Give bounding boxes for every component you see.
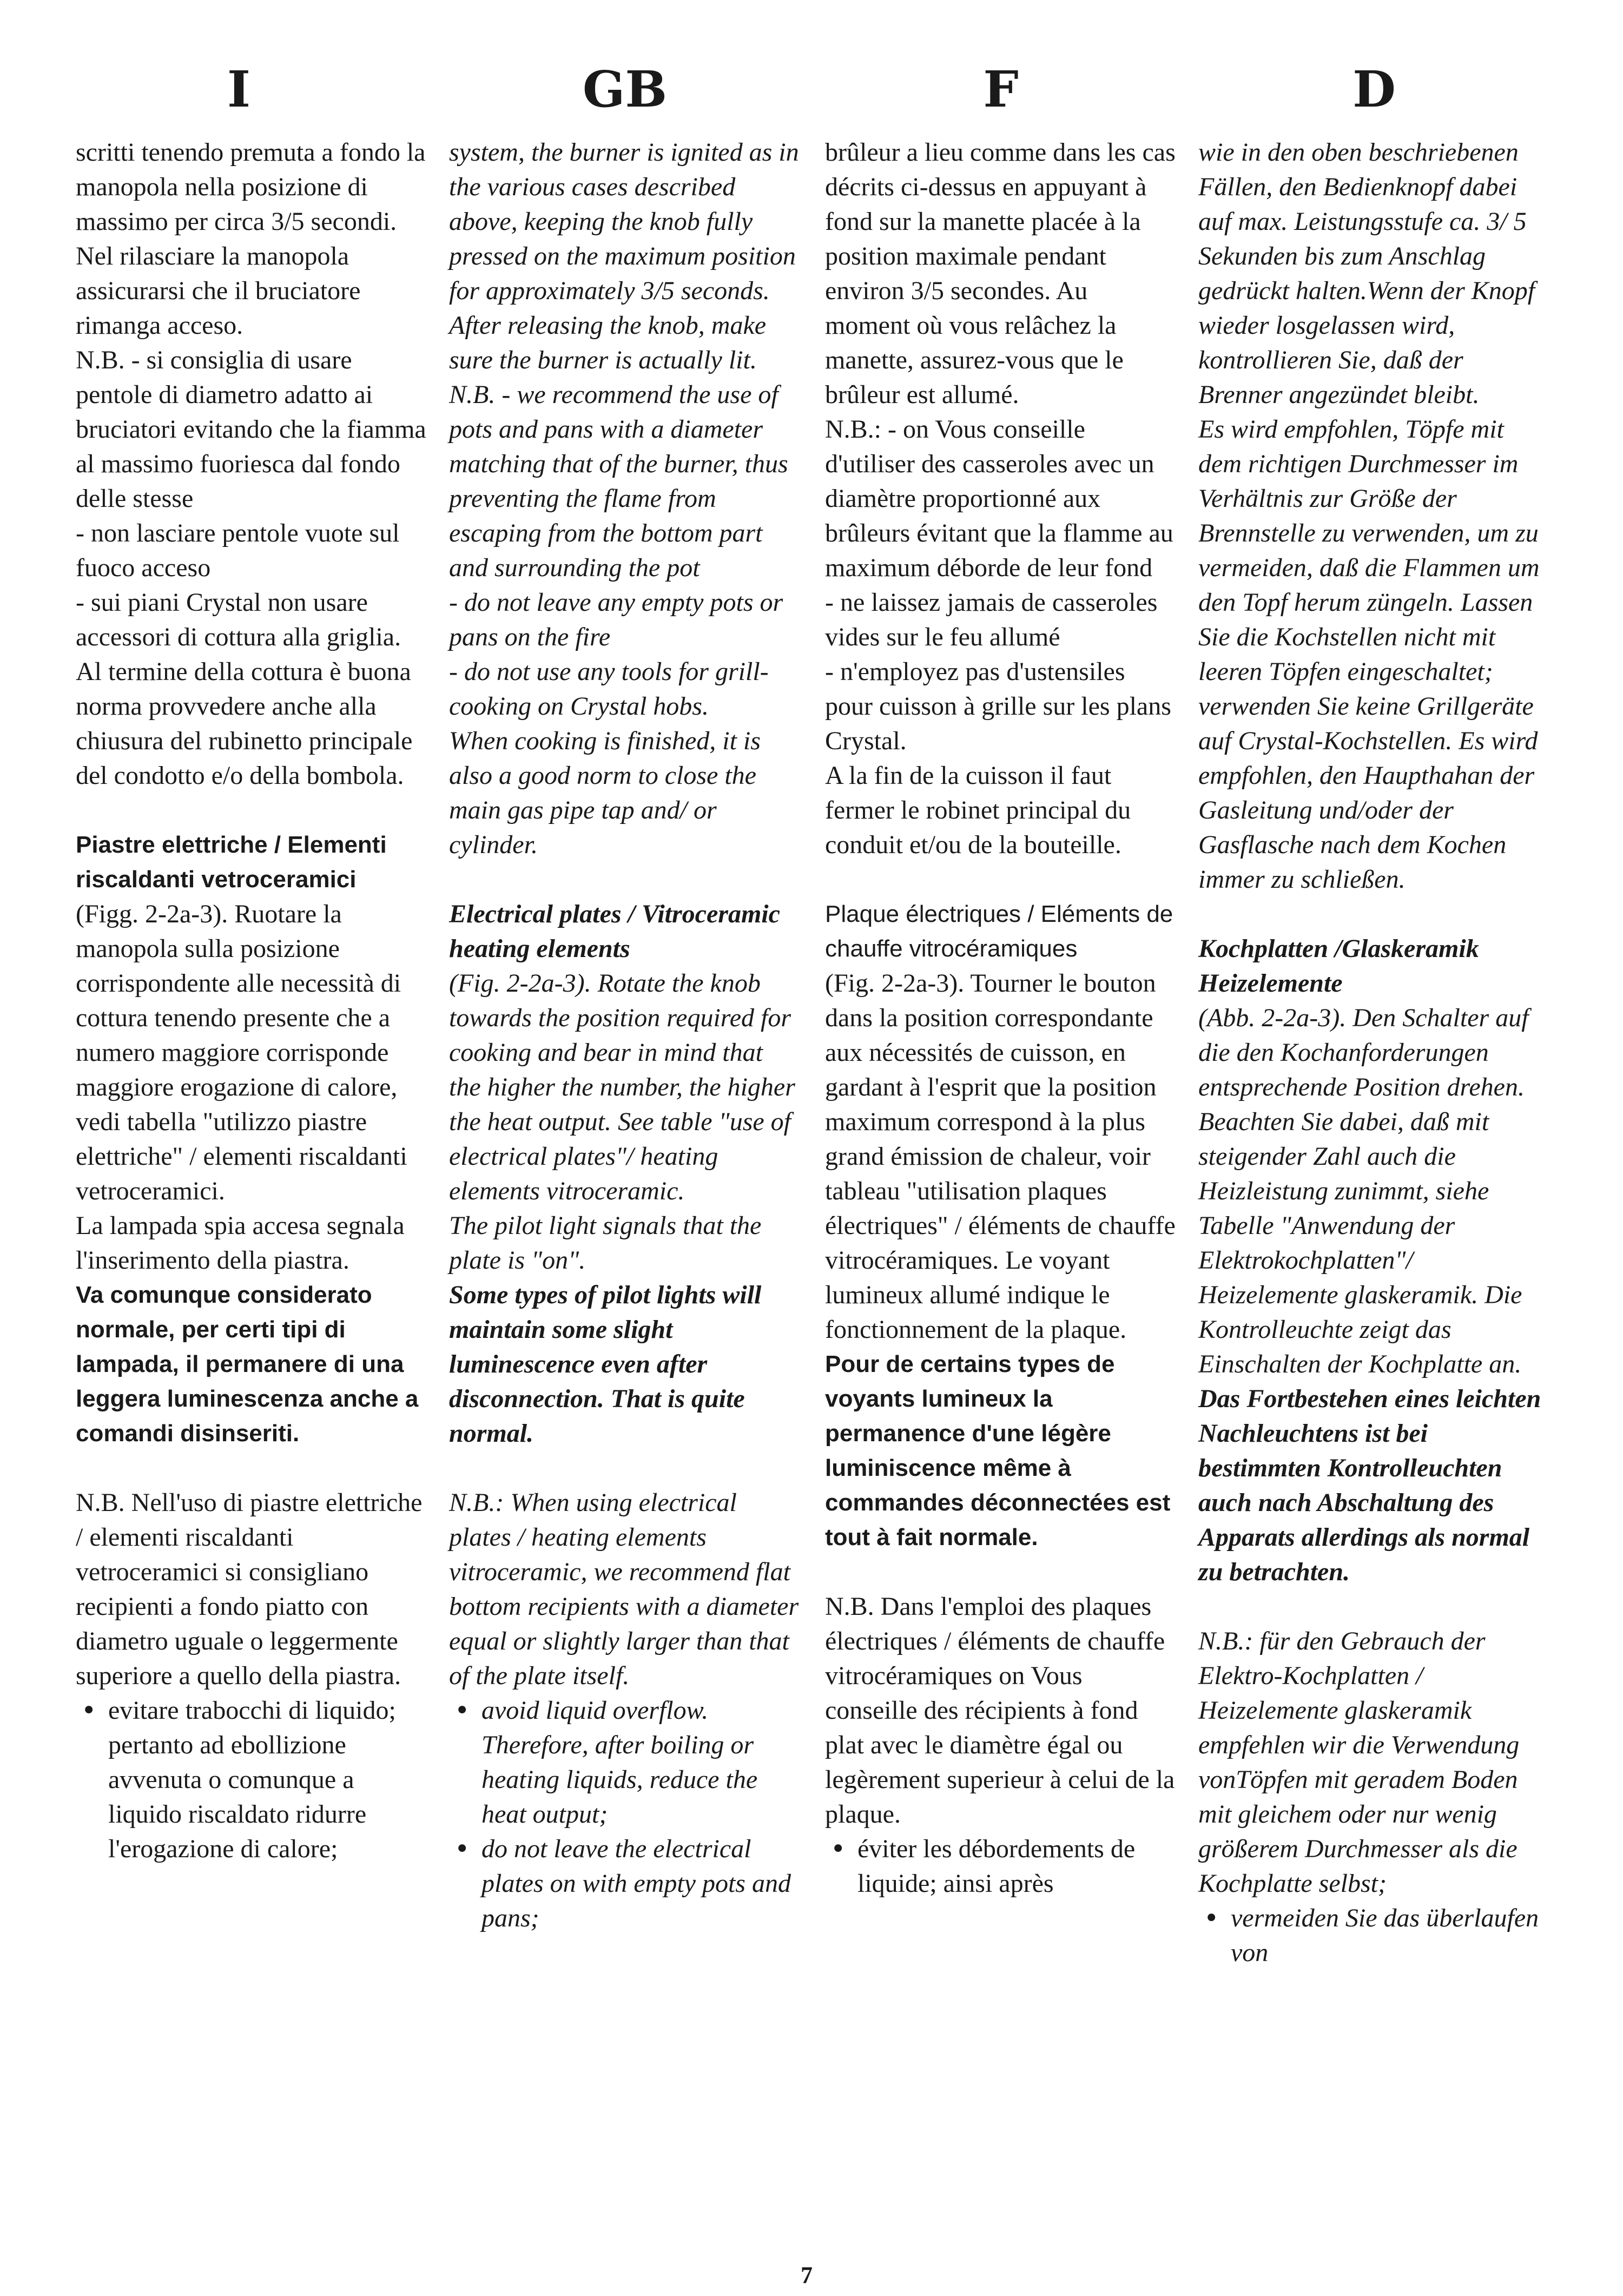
column-english <box>449 54 801 1936</box>
paragraph: When cooking is finished, it is also a good norm to close the main gas pipe tap and/ or cylinder. <box>449 727 761 859</box>
list-item: • evitare trabocchi di liquido; pertanto ad ebollizione avvenuta o comunque a liquido riscaldato ridurre l'erogazione di calore; <box>108 1693 427 1866</box>
paragraph: N.B.: When using electrical plates / heating elements vitroceramic, we recommend flat bottom recipients with a diameter equal or slightly larger than that of the plate itself. <box>449 1488 799 1690</box>
paragraph: (Figg. 2-2a-3). Ruotare la manopola sulla posizione corrispondente alle necessità di cottura tenendo presente che a numero maggiore corrisponde maggiore erogazione di calore, vedi tabella "utilizzo piastre elettriche" / elementi riscaldanti vetroceramici. <box>76 900 407 1205</box>
paragraph: brûleur a lieu comme dans les cas décrits ci-dessus en appuyant à fond sur la manette placée à la position maximale pendant environ 3/5 secondes. Au moment où vous relâchez la manette, assurez-vous que le brûleur est allumé. <box>825 138 1176 409</box>
paragraph: scritti tenendo premuta a fondo la manopola nella posizione di massimo per circa 3/5 secondi. Nel rilasciare la manopola assicurarsi che il bruciatore rimanga acceso. <box>76 138 426 340</box>
warning-paragraph: Some types of pilot lights will maintain some slight luminescence even after disconnection. That is quite normal. <box>449 1281 762 1448</box>
paragraph: N.B.: - on Vous conseille d'utiliser des casseroles avec un diamètre proportionné aux brûleurs évitant que la flamme au maximum déborde de leur fond <box>825 415 1173 582</box>
section-heading: Kochplatten /Glaskeramik Heizelemente <box>1198 934 1479 998</box>
bullet-list <box>76 1693 427 1866</box>
column-german <box>1198 54 1550 1970</box>
warning-paragraph: Pour de certains types de voyants lumineux la permanence d'une légère luminiscence même à commandes déconnectées est tout à fait normale. <box>825 1351 1171 1551</box>
paragraph: - do not leave any empty pots or pans on the fire <box>449 588 783 651</box>
section-heading: Plaque électriques / Eléments de chauffe vitrocéramiques <box>825 901 1173 962</box>
column-italian <box>76 54 427 1866</box>
paragraph: N.B. Dans l'emploi des plaques électriques / éléments de chauffe vitrocéramiques on Vous conseille des récipients à fond plat avec le diamètre égal ou legèrement superieur à celui de la plaque. <box>825 1592 1175 1829</box>
paragraph: (Abb. 2-2a-3). Den Schalter auf die den Kochanforderungen entsprechende Position drehen. Beachten Sie dabei, daß mit steigender Zahl auch die Heizleistung zunimmt, siehe Tabelle "Anwendung der Elektrokochplatten"/ Heizelemente glaskeramik. Die Kontrolleuchte zeigt das Einschalten der Kochplatte an. <box>1198 1004 1529 1378</box>
paragraph: Al termine della cottura è buona norma provvedere anche alla chiusura del rubinetto principale del condotto e/o della bombola. <box>76 657 413 790</box>
column-heading: F <box>983 60 1019 118</box>
paragraph: La lampada spia accesa segnala l'inserimento della piastra. <box>76 1211 405 1275</box>
paragraph: The pilot light signals that the plate is "on". <box>449 1211 762 1275</box>
bullet-list <box>449 1693 801 1936</box>
column-heading: D <box>1352 60 1396 118</box>
paragraph: system, the burner is ignited as in the various cases described above, keeping the knob fully pressed on the maximum position for approximately 3/5 seconds. After releasing the knob, make sure the burner is actually lit. <box>449 138 799 374</box>
paragraph: wie in den oben beschriebenen Fällen, den Bedienknopf dabei auf max. Leistungsstufe ca. 3/ 5 Sekunden bis zum Anschlag gedrückt halten.Wenn der Knopf wieder losgelassen wird, kontrollieren Sie, daß der Brenner angezündet bleibt. <box>1198 138 1535 409</box>
warning-paragraph: Das Fortbestehen eines leichten Nachleuchtens ist bei bestimmten Kontrolleuchten auch nach Abschaltung des Apparats allerdings als normal zu betrachten. <box>1198 1384 1541 1586</box>
paragraph: Es wird empfohlen, Töpfe mit dem richtigen Durchmesser im Verhältnis zur Größe der Brennstelle zu verwenden, um zu vermeiden, daß die Flammen um den Topf herum züngeln. Lassen Sie die Kochstellen nicht mit leeren Töpfen eingeschaltet; verwenden Sie keine Grillgeräte auf Crystal-Kochstellen. Es wird empfohlen, den Haupthahan der Gasleitung und/oder der Gasflasche nach dem Kochen immer zu schließen. <box>1198 415 1540 894</box>
paragraph: N.B. - we recommend the use of pots and pans with a diameter matching that of the burner, thus preventing the flame from escaping from the bottom part and surrounding the pot <box>449 380 788 582</box>
paragraph: (Fig. 2-2a-3). Tourner le bouton dans la position correspondante aux nécessités de cuisson, en gardant à l'esprit que la position maximum correspond à la plus grand émission de chaleur, voir tableau "utilisation plaques électriques" / éléments de chauffe vitrocéramiques. Le voyant lumineux allumé indique le fonctionnement de la plaque. <box>825 969 1176 1344</box>
page-number: 7 <box>801 2262 813 2288</box>
list-item: • vermeiden Sie das überlaufen von <box>1231 1901 1550 1970</box>
paragraph: N.B.: für den Gebrauch der Elektro-Kochplatten / Heizelemente glaskeramik empfehlen wir die Verwendung vonTöpfen mit geradem Boden mit gleichem oder nur wenig größerem Durchmesser als die Kochplatte selbst; <box>1198 1627 1520 1898</box>
column-heading: I <box>227 60 251 118</box>
list-item: • éviter les débordements de liquide; ainsi après <box>857 1832 1177 1901</box>
paragraph: - ne laissez jamais de casseroles vides sur le feu allumé <box>825 588 1158 651</box>
paragraph: - sui piani Crystal non usare accessori di cottura alla griglia. <box>76 588 401 651</box>
paragraph: - non lasciare pentole vuote sul fuoco acceso <box>76 519 400 582</box>
paragraph: N.B. - si consiglia di usare pentole di diametro adatto ai bruciatori evitando che la fiamma al massimo fuoriesca dal fondo delle stesse <box>76 346 426 513</box>
section-heading: Piastre elettriche / Elementi riscaldanti vetroceramici <box>76 832 387 893</box>
section-heading: Electrical plates / Vitroceramic heating elements <box>449 900 780 963</box>
paragraph: N.B. Nell'uso di piastre elettriche / elementi riscaldanti vetroceramici si consigliano recipienti a fondo piatto con diametro uguale o leggermente superiore a quello della piastra. <box>76 1488 423 1690</box>
paragraph: - n'employez pas d'ustensiles pour cuisson à grille sur les plans Crystal. <box>825 657 1171 755</box>
list-item: • do not leave the electrical plates on with empty pots and pans; <box>481 1832 801 1936</box>
paragraph: (Fig. 2-2a-3). Rotate the knob towards the position required for cooking and bear in mind that the higher the number, the higher the heat output. See table "use of electrical plates"/ heating elements vitroceramic. <box>449 969 795 1205</box>
column-french <box>825 54 1177 1901</box>
paragraph: A la fin de la cuisson il faut fermer le robinet principal du conduit et/ou de la bouteille. <box>825 761 1131 859</box>
list-item: • avoid liquid overflow. Therefore, after boiling or heating liquids, reduce the heat output; <box>481 1693 801 1832</box>
bullet-list <box>1198 1901 1550 1970</box>
paragraph: - do not use any tools for grill-cooking on Crystal hobs. <box>449 657 769 721</box>
bullet-list <box>825 1832 1177 1901</box>
warning-paragraph: Va comunque considerato normale, per certi tipi di lampada, il permanere di una leggera luminescenza anche a comandi disinseriti. <box>76 1282 419 1447</box>
column-heading: GB <box>582 60 668 118</box>
